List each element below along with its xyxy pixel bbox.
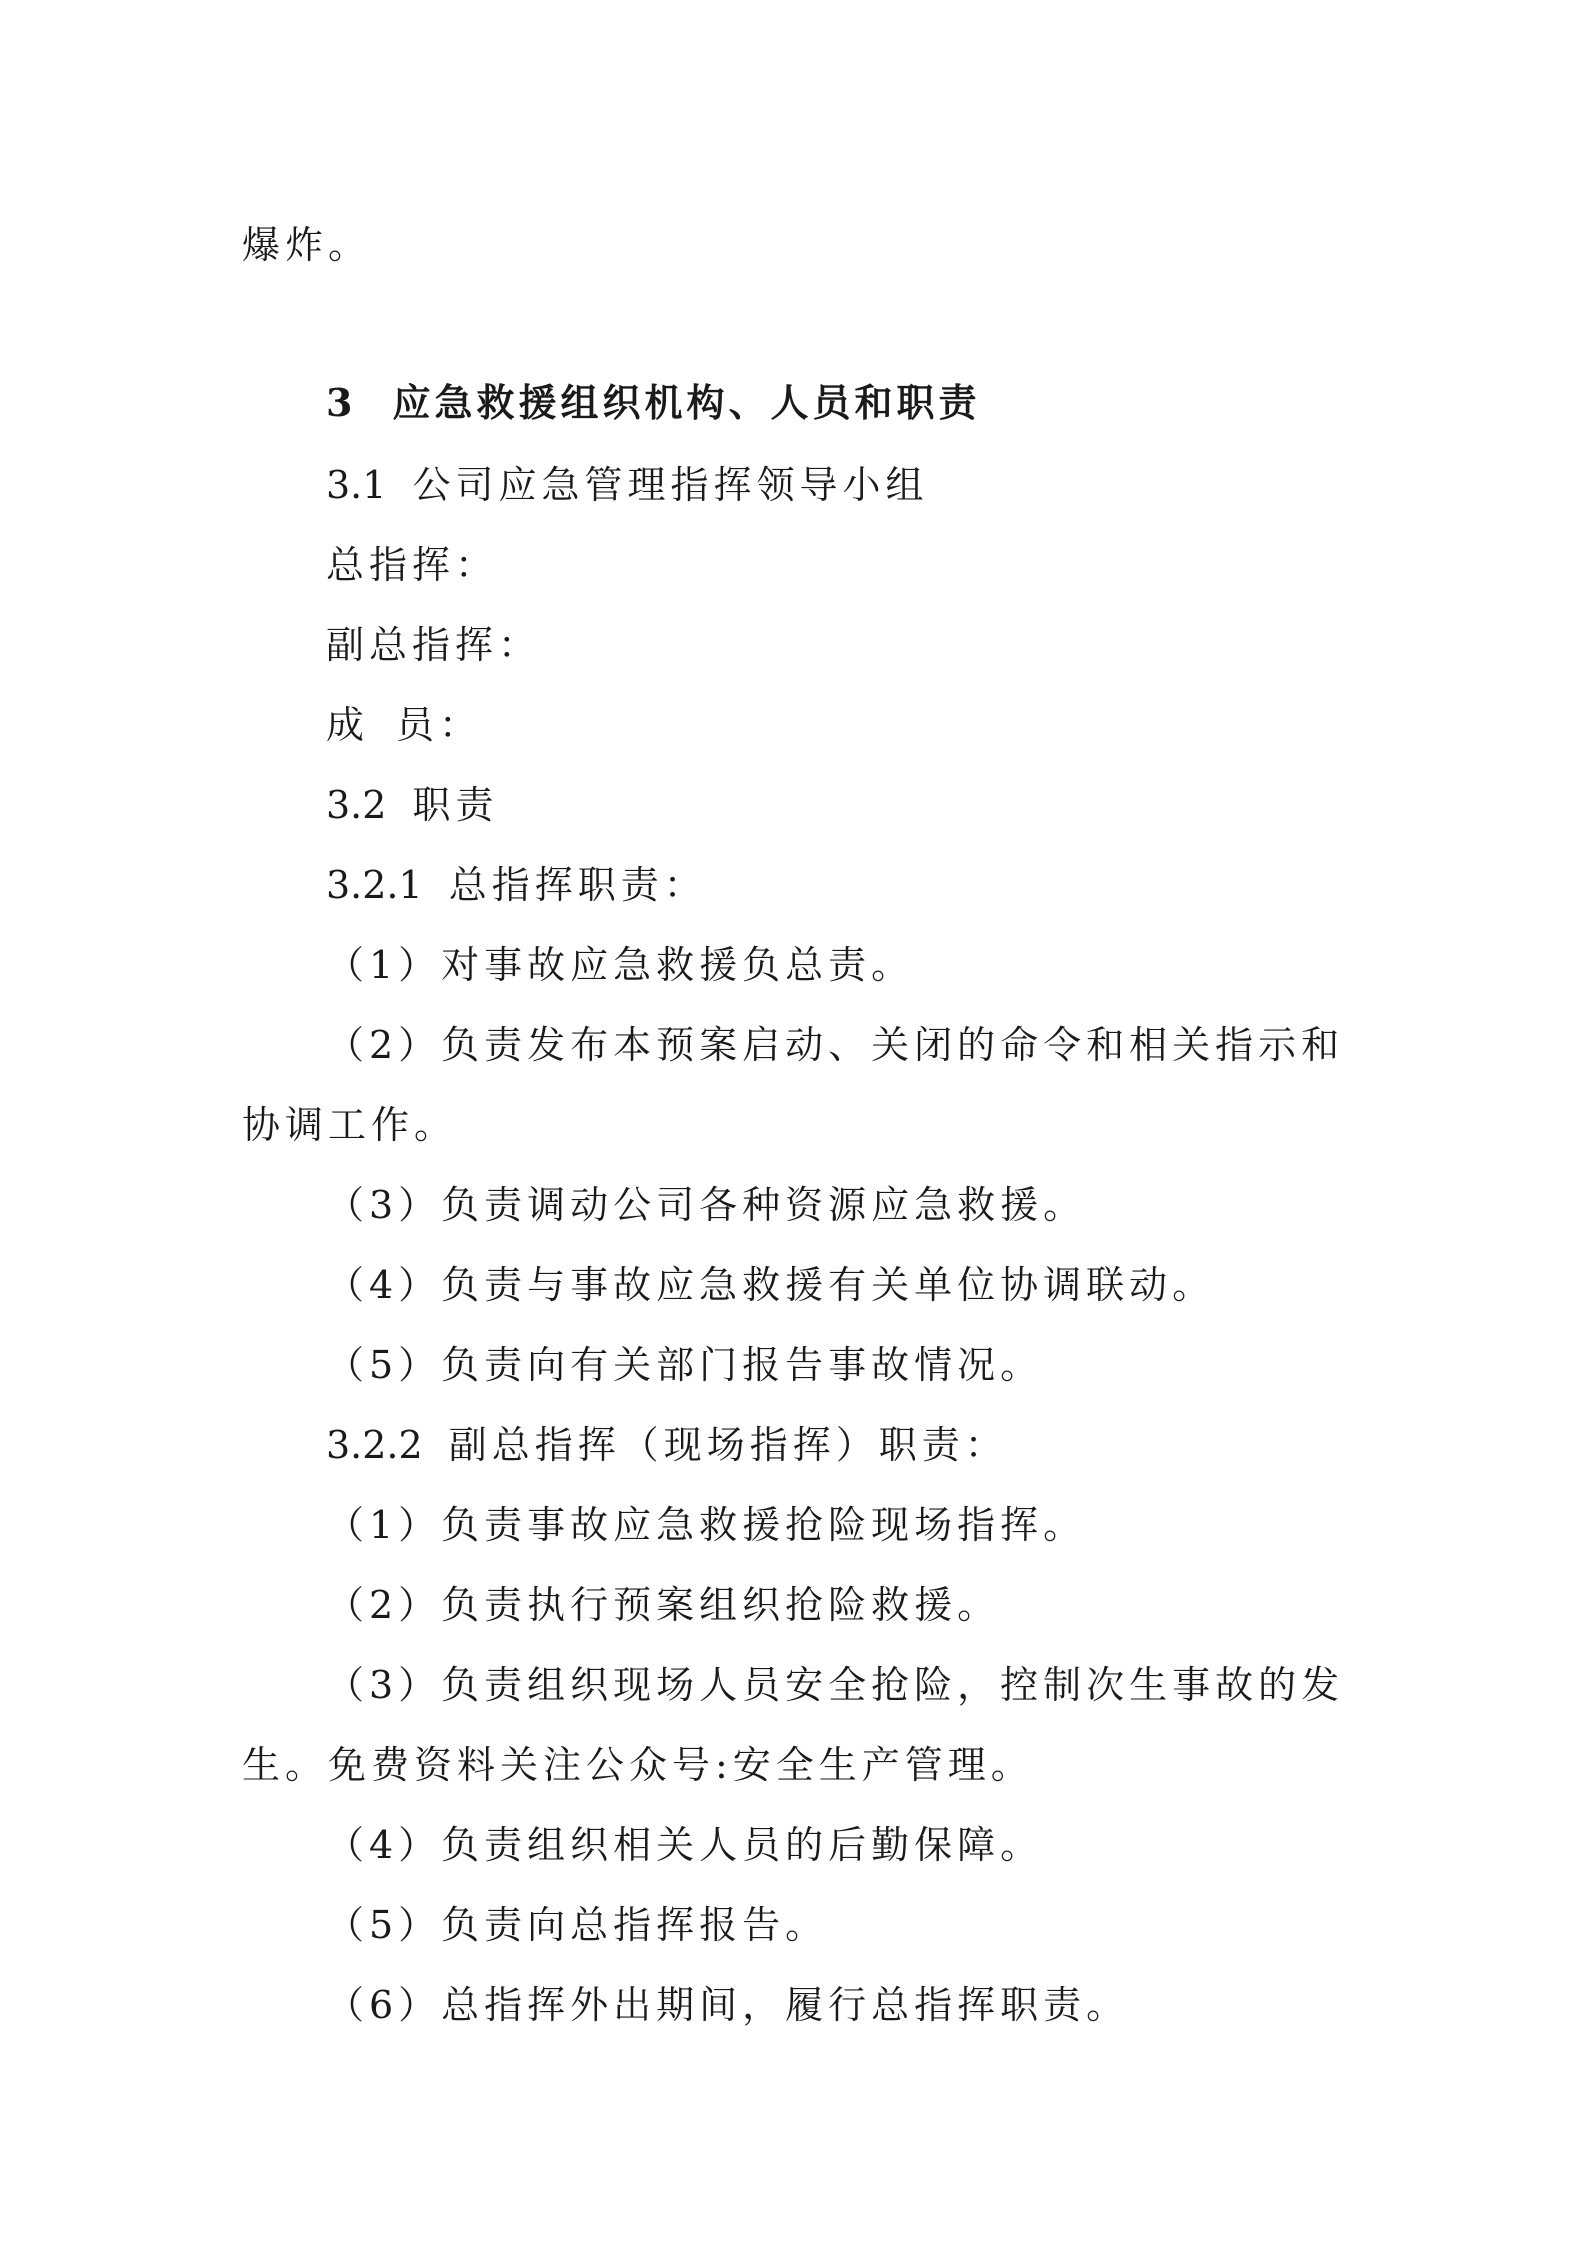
subsection-3-2 xyxy=(326,780,498,830)
subsection-3-2-1 xyxy=(326,860,707,910)
subsection-number: 3.2.1 xyxy=(326,863,423,907)
list-item: （3）负责调动公司各种资源应急救援。 xyxy=(326,1183,1087,1227)
subsection-3-2-2 xyxy=(326,1420,1008,1470)
role-members-label-b: 员： xyxy=(396,703,483,747)
list-item: （1）对事故应急救援负总责。 xyxy=(326,943,915,987)
subsection-title: 职责 xyxy=(412,783,499,827)
list-item: （6）总指挥外出期间，履行总指挥职责。 xyxy=(326,1983,1130,2027)
list-item: （4）负责与事故应急救援有关单位协调联动。 xyxy=(326,1263,1216,1307)
list-item: （5）负责向有关部门报告事故情况。 xyxy=(326,1343,1044,1387)
section-title: 应急救援组织机构、人员和职责 xyxy=(392,380,981,425)
role-members xyxy=(326,700,482,750)
list-item-continuation: 生。免费资料关注公众号:安全生产管理。 xyxy=(242,1743,1034,1787)
list-item: （3）负责组织现场人员安全抢险，控制次生事故的发 xyxy=(326,1663,1345,1707)
list-item: （4）负责组织相关人员的后勤保障。 xyxy=(326,1823,1044,1867)
list-item: （2）负责执行预案组织抢险救援。 xyxy=(326,1583,1001,1627)
subsection-number: 3.2.2 xyxy=(326,1423,423,1467)
list-item: （5）负责向总指挥报告。 xyxy=(326,1903,829,1947)
continuation-text: 爆炸。 xyxy=(242,223,372,267)
list-item: （1）负责事故应急救援抢险现场指挥。 xyxy=(326,1503,1087,1547)
list-item-continuation: 协调工作。 xyxy=(242,1103,458,1147)
subsection-title: 副总指挥（现场指挥）职责： xyxy=(448,1423,1008,1467)
subsection-number: 3.2 xyxy=(326,783,387,827)
subsection-number: 3.1 xyxy=(326,463,387,507)
list-item: （2）负责发布本预案启动、关闭的命令和相关指示和 xyxy=(326,1023,1345,1067)
subsection-title: 总指挥职责： xyxy=(448,863,707,907)
section-number: 3 xyxy=(326,380,353,425)
role-members-label-a: 成 xyxy=(326,703,370,747)
role-deputy: 副总指挥： xyxy=(326,623,542,667)
subsection-title: 公司应急管理指挥领导小组 xyxy=(412,463,929,507)
section-heading xyxy=(326,378,980,428)
subsection-3-1 xyxy=(326,460,928,510)
role-commander: 总指挥： xyxy=(326,543,499,587)
